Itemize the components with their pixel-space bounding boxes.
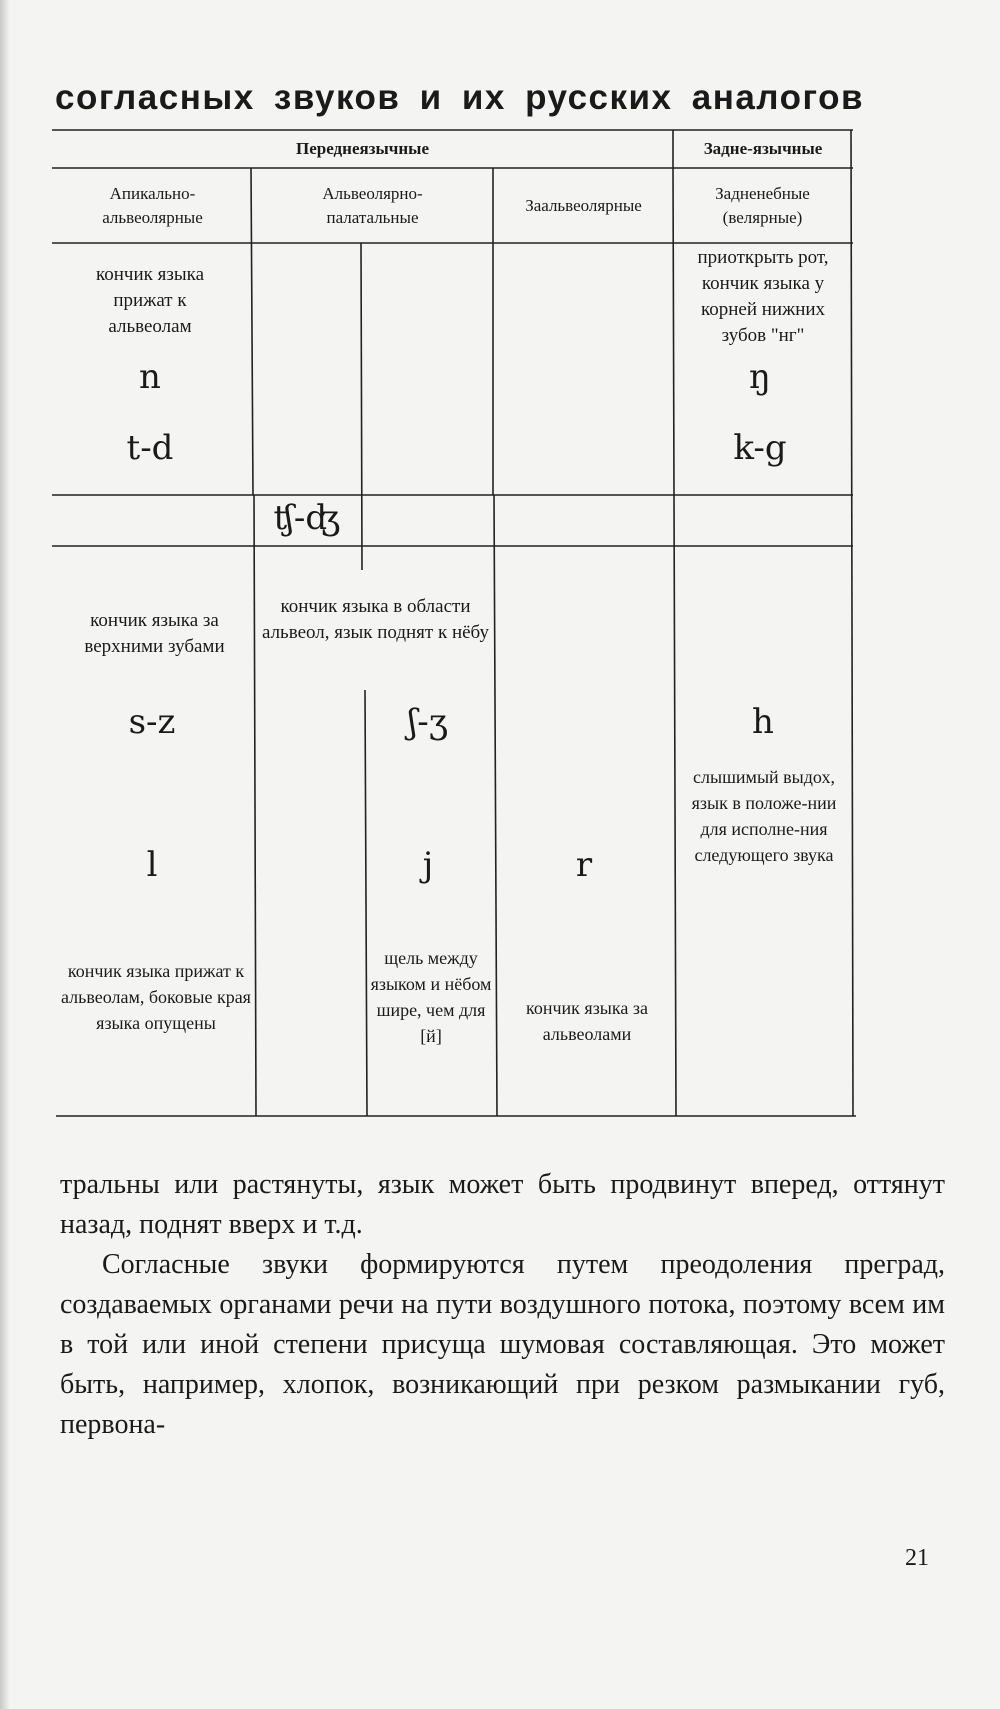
symbol-sh-zh: ʃ-ʒ bbox=[408, 702, 448, 742]
approximant-r-note: кончик языка за альвеолами bbox=[526, 998, 648, 1044]
header-front-lingual: Переднеязычные bbox=[296, 139, 429, 158]
velar-stop-note: приоткрыть рот, кончик языка у корней нижних зубов "нг" bbox=[697, 247, 829, 346]
lateral-note: кончик языка прижат к альвеолам, боковые края языка опущены bbox=[61, 961, 251, 1033]
symbol-k-g: k-g bbox=[733, 428, 787, 468]
apical-stop-note: кончик языка прижат к альвеолам bbox=[95, 264, 205, 337]
glottal-note: слышимый выдох, язык в положе-нии для исполне-ния следующего звука bbox=[691, 767, 837, 865]
page-number: 21 bbox=[905, 1545, 929, 1571]
col-header-postalveolar: Заальвеолярные bbox=[525, 195, 642, 215]
page-heading: согласных звуков и их русских аналогов bbox=[55, 78, 864, 117]
apical-fricative-note: кончик языка за верхними зубами bbox=[84, 610, 225, 657]
alveopalatal-fricative-note: кончик языка в области альвеол, язык поднят к нёбу bbox=[261, 596, 490, 643]
symbol-h: h bbox=[752, 702, 774, 742]
symbol-j: j bbox=[422, 845, 434, 885]
symbol-n: n bbox=[139, 357, 161, 397]
body-paragraph-2: Согласные звуки формируются путем преодоления преград, создаваемых органами речи на пути воздушного потока, поэтому всем им в той или иной степени присуща шумовая составляющая. Это может быть, например, хлопок, возникающий при резком размыкании губ, первона- bbox=[60, 1249, 945, 1440]
symbol-s-z: s-z bbox=[128, 702, 176, 742]
col-header-apical: Апикально-альвеолярные bbox=[102, 184, 203, 227]
symbol-t-d: t-d bbox=[126, 428, 174, 468]
symbol-affricate: ʧ-ʤ bbox=[273, 498, 341, 538]
header-back-lingual: Задне-язычные bbox=[703, 139, 823, 158]
approximant-j-note: щель между языком и нёбом шире, чем для [й] bbox=[370, 948, 492, 1046]
col-header-alveopalatal: Альвеолярно-палатальные bbox=[322, 184, 423, 227]
col-header-velar: Задненебные (велярные) bbox=[715, 184, 810, 227]
symbol-r: r bbox=[575, 845, 593, 885]
body-paragraph-1: тральны или растянуты, язык может быть продвинут вперед, оттянут назад, поднят вверх и т.д. bbox=[60, 1169, 945, 1240]
symbol-l: l bbox=[146, 845, 158, 885]
symbol-eng: ŋ bbox=[749, 357, 771, 397]
